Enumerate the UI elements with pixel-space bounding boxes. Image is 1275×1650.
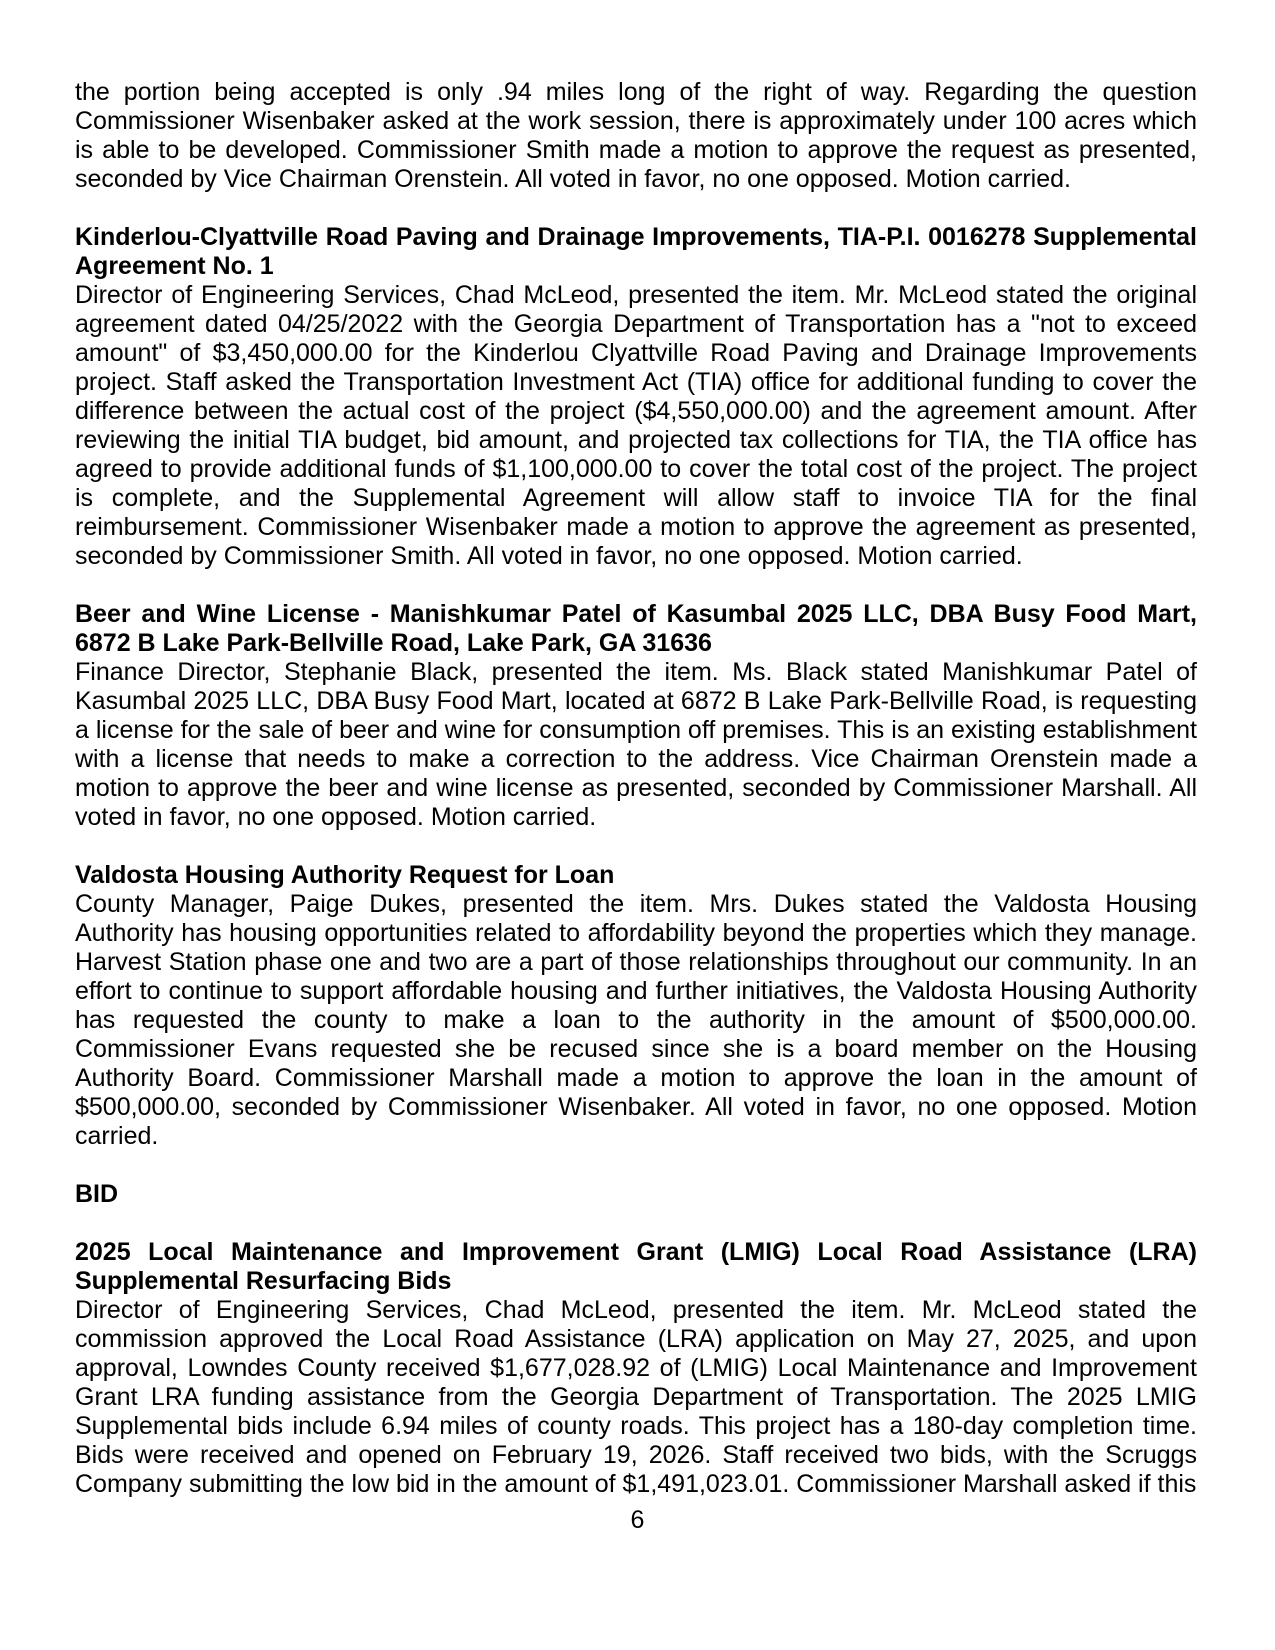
paragraph-beer-wine-license: Finance Director, Stephanie Black, presented the item. Ms. Black stated Manishkumar Patel of Kasumbal 2025 LLC, DBA Busy Food Mart, located at 6872 B Lake Park-Bellville Road, is requesting a license for the sale of beer and wine for consumption off premises. This is an existing establishment with a license that needs to make a correction to the address. Vice Chairman Orenstein made a motion to approve the beer and wine license as presented, seconded by Commissioner Marshall. All voted in favor, no one opposed. Motion carried. <box>75 658 1197 831</box>
heading-housing-authority-loan: Valdosta Housing Authority Request for Loan <box>75 861 615 889</box>
heading-kinderlou-agreement: Kinderlou-Clyattville Road Paving and Drainage Improvements, TIA-P.I. 0016278 Supplemental Agreement No. 1 <box>75 223 1197 280</box>
section-kinderlou-agreement <box>75 223 1197 571</box>
section-lmig-resurfacing-bids <box>75 1238 1197 1499</box>
section-beer-wine-license <box>75 600 1197 832</box>
paragraph-housing-authority-loan: County Manager, Paige Dukes, presented the item. Mrs. Dukes stated the Valdosta Housing Authority has housing opportunities related to affordability beyond the properties which they manage. Harvest Station phase one and two are a part of those relationships throughout our community. In an effort to continue to support affordable housing and further initiatives, the Valdosta Housing Authority has requested the county to make a loan to the authority in the amount of $500,000.00. Commissioner Evans requested she be recused since she is a board member on the Housing Authority Board. Commissioner Marshall made a motion to approve the loan in the amount of $500,000.00, seconded by Commissioner Wisenbaker. All voted in favor, no one opposed. Motion carried. <box>75 890 1197 1150</box>
heading-bid: BID <box>75 1180 119 1208</box>
paragraph-lmig-resurfacing-bids: Director of Engineering Services, Chad McLeod, presented the item. Mr. McLeod stated the commission approved the Local Road Assistance (LRA) application on May 27, 2025, and upon approval, Lowndes County received $1,677,028.92 of (LMIG) Local Maintenance and Improvement Grant LRA funding assistance from the Georgia Department of Transportation. The 2025 LMIG Supplemental bids include 6.94 miles of county roads. This project has a 180-day completion time. Bids were received and opened on February 19, 2026. Staff received two bids, with the Scruggs Company submitting the low bid in the amount of $1,491,023.01. Commissioner Marshall asked if this <box>75 1296 1197 1498</box>
paragraph-rightofway: the portion being accepted is only .94 miles long of the right of way. Regarding the question Commissioner Wisenbaker asked at the work session, there is approximately under 100 acres which is able to be developed. Commissioner Smith made a motion to approve the request as presented, seconded by Vice Chairman Orenstein. All voted in favor, no one opposed. Motion carried. <box>75 78 1197 193</box>
section-rightofway-continuation <box>75 78 1197 194</box>
section-housing-authority-loan <box>75 861 1197 1151</box>
page-number: 6 <box>630 1506 645 1534</box>
paragraph-kinderlou-agreement: Director of Engineering Services, Chad McLeod, presented the item. Mr. McLeod stated the original agreement dated 04/25/2022 with the Georgia Department of Transportation has a "not to exceed amount" of $3,450,000.00 for the Kinderlou Clyattville Road Paving and Drainage Improvements project. Staff asked the Transportation Investment Act (TIA) office for additional funding to cover the difference between the actual cost of the project ($4,550,000.00) and the agreement amount. After reviewing the initial TIA budget, bid amount, and projected tax collections for TIA, the TIA office has agreed to provide additional funds of $1,100,000.00 to cover the total cost of the project. The project is complete, and the Supplemental Agreement will allow staff to invoice TIA for the final reimbursement. Commissioner Wisenbaker made a motion to approve the agreement as presented, seconded by Commissioner Smith. All voted in favor, no one opposed. Motion carried. <box>75 281 1197 570</box>
section-bid-header <box>75 1180 1197 1209</box>
heading-beer-wine-license: Beer and Wine License - Manishkumar Patel of Kasumbal 2025 LLC, DBA Busy Food Mart, 6872 B Lake Park-Bellville Road, Lake Park, GA 31636 <box>75 600 1197 657</box>
heading-lmig-resurfacing-bids: 2025 Local Maintenance and Improvement Grant (LMIG) Local Road Assistance (LRA) Supplemental Resurfacing Bids <box>75 1238 1197 1295</box>
